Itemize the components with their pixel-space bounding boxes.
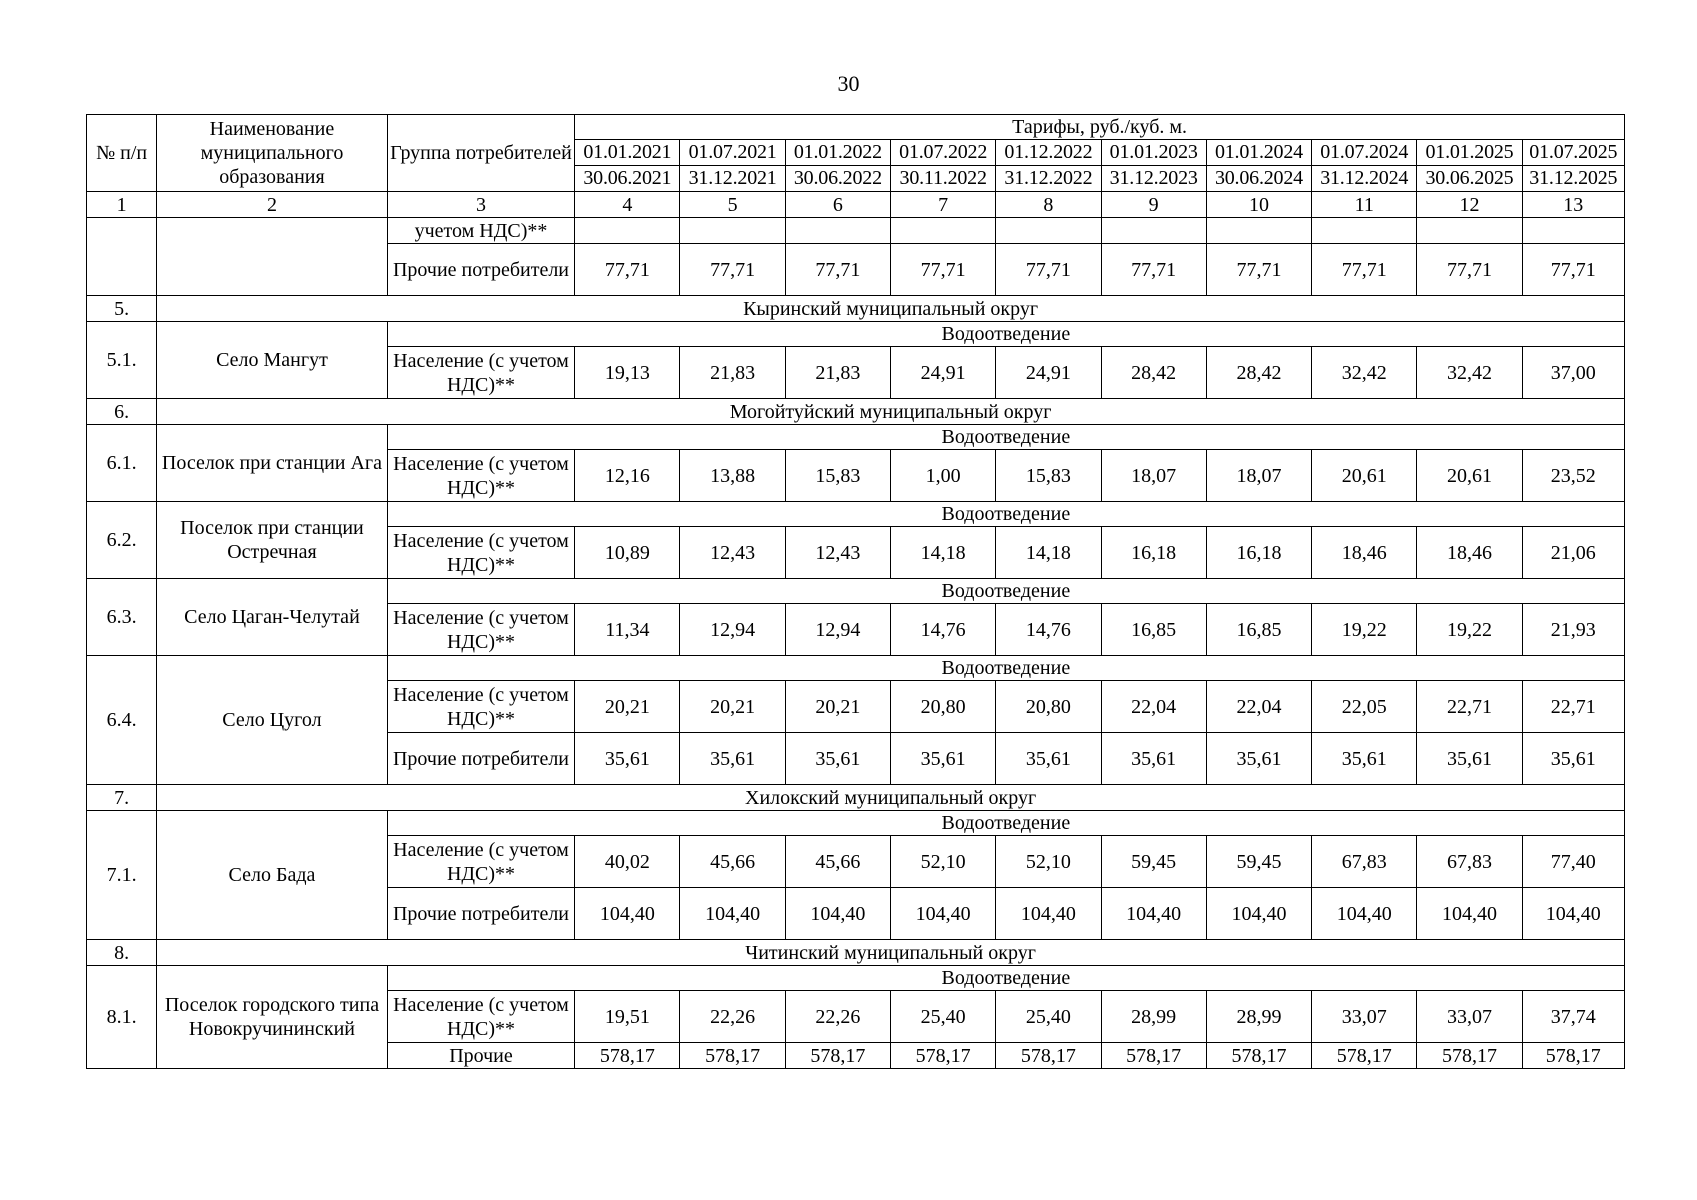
period-to: 30.06.2022 (785, 166, 890, 192)
page-number: 30 (837, 71, 860, 96)
service-label: Водоотведение (387, 322, 1624, 347)
section-title: Могойтуйский муниципальный округ (157, 399, 1625, 425)
entity-name (157, 218, 388, 296)
section-row (87, 785, 1625, 811)
consumer-group: Прочие потребители (387, 244, 574, 296)
tariff-value: 104,40 (680, 888, 785, 940)
tariff-value: 18,46 (1417, 527, 1522, 579)
section-num: 7. (87, 785, 157, 811)
column-number: 4 (575, 192, 680, 218)
service-row (87, 322, 1625, 347)
tariff-value: 35,61 (785, 733, 890, 785)
tariff-value: 35,61 (1417, 733, 1522, 785)
tariff-value: 20,80 (996, 681, 1101, 733)
tariff-value: 104,40 (1206, 888, 1311, 940)
tariff-value: 67,83 (1312, 836, 1417, 888)
tariff-value: 104,40 (1101, 888, 1206, 940)
tariff-value: 20,21 (575, 681, 680, 733)
tariff-value: 14,18 (891, 527, 996, 579)
consumer-group: Население (с учетом НДС)** (387, 836, 574, 888)
period-to: 31.12.2024 (1312, 166, 1417, 192)
section-title: Хилокский муниципальный округ (157, 785, 1625, 811)
tariff-value (891, 218, 996, 244)
entry-num: 7.1. (87, 811, 157, 940)
period-to: 30.06.2025 (1417, 166, 1522, 192)
service-row (87, 425, 1625, 450)
entry-name: Село Цаган-Челутай (157, 579, 388, 656)
tariff-value: 25,40 (996, 991, 1101, 1043)
tariff-value: 28,99 (1101, 991, 1206, 1043)
consumer-group: Население (с учетом НДС)** (387, 991, 574, 1043)
column-number: 7 (891, 192, 996, 218)
section-row (87, 399, 1625, 425)
service-row (87, 579, 1625, 604)
tariff-value: 18,07 (1206, 450, 1311, 502)
tariff-value: 22,26 (785, 991, 890, 1043)
tariff-value: 77,71 (891, 244, 996, 296)
tariff-value: 14,76 (996, 604, 1101, 656)
tariff-value: 22,04 (1206, 681, 1311, 733)
tariff-value: 16,18 (1101, 527, 1206, 579)
consumer-group: Население (с учетом НДС)** (387, 450, 574, 502)
period-from: 01.01.2022 (785, 140, 890, 166)
consumer-group: Население (с учетом НДС)** (387, 604, 574, 656)
period-to: 31.12.2022 (996, 166, 1101, 192)
tariff-value: 77,40 (1522, 836, 1624, 888)
tariff-value: 104,40 (785, 888, 890, 940)
entry-num: 8.1. (87, 966, 157, 1069)
period-from: 01.01.2024 (1206, 140, 1311, 166)
tariff-value: 16,85 (1101, 604, 1206, 656)
tariff-value: 21,83 (785, 347, 890, 399)
column-number: 10 (1206, 192, 1311, 218)
tariff-value: 20,21 (785, 681, 890, 733)
tariff-value: 104,40 (996, 888, 1101, 940)
tariff-value: 35,61 (680, 733, 785, 785)
service-label: Водоотведение (387, 425, 1624, 450)
consumer-group: Население (с учетом НДС)** (387, 681, 574, 733)
tariff-value: 578,17 (1522, 1043, 1624, 1069)
consumer-group: Население (с учетом НДС)** (387, 527, 574, 579)
tariff-value: 77,71 (996, 244, 1101, 296)
tariff-value: 33,07 (1312, 991, 1417, 1043)
entry-num: 6.4. (87, 656, 157, 785)
tariff-value (1312, 218, 1417, 244)
service-label: Водоотведение (387, 656, 1624, 681)
header-num: № п/п (87, 115, 157, 192)
tariff-value: 32,42 (1312, 347, 1417, 399)
tariff-value: 77,71 (1101, 244, 1206, 296)
service-row (87, 656, 1625, 681)
tariff-value: 14,76 (891, 604, 996, 656)
tariff-value: 35,61 (1312, 733, 1417, 785)
tariff-value: 578,17 (996, 1043, 1101, 1069)
tariff-value: 578,17 (1312, 1043, 1417, 1069)
entry-name: Село Цугол (157, 656, 388, 785)
tariff-value: 578,17 (1417, 1043, 1522, 1069)
continuation-row (87, 218, 1625, 244)
tariff-value: 37,74 (1522, 991, 1624, 1043)
period-from: 01.01.2023 (1101, 140, 1206, 166)
tariff-value: 35,61 (1206, 733, 1311, 785)
column-number: 8 (996, 192, 1101, 218)
tariff-value (575, 218, 680, 244)
entry-name: Поселок при станции Ага (157, 425, 388, 502)
tariff-value: 12,43 (785, 527, 890, 579)
period-from: 01.01.2021 (575, 140, 680, 166)
entry-name: Село Бада (157, 811, 388, 940)
tariff-value: 52,10 (996, 836, 1101, 888)
tariff-value: 21,93 (1522, 604, 1624, 656)
row-num (87, 218, 157, 296)
header-group: Группа потребителей (387, 115, 574, 192)
column-number: 2 (157, 192, 388, 218)
tariff-value: 578,17 (1206, 1043, 1311, 1069)
tariff-value: 15,83 (785, 450, 890, 502)
tariff-value: 16,85 (1206, 604, 1311, 656)
consumer-group: Прочие потребители (387, 888, 574, 940)
header-name: Наименование муниципального образования (157, 115, 388, 192)
tariff-value: 40,02 (575, 836, 680, 888)
column-number: 9 (1101, 192, 1206, 218)
tariff-value: 77,71 (1417, 244, 1522, 296)
tariff-table (86, 114, 1625, 1069)
consumer-group: Население (с учетом НДС)** (387, 347, 574, 399)
tariff-value: 24,91 (891, 347, 996, 399)
header-row-1 (87, 115, 1625, 140)
tariff-value: 37,00 (1522, 347, 1624, 399)
tariff-value: 77,71 (1312, 244, 1417, 296)
tariff-value: 28,42 (1101, 347, 1206, 399)
tariff-value: 28,99 (1206, 991, 1311, 1043)
tariff-value (996, 218, 1101, 244)
column-number: 12 (1417, 192, 1522, 218)
tariff-value: 13,88 (680, 450, 785, 502)
tariff-value (1522, 218, 1624, 244)
tariff-value: 77,71 (1206, 244, 1311, 296)
tariff-value: 22,71 (1417, 681, 1522, 733)
tariff-value: 20,61 (1312, 450, 1417, 502)
section-row (87, 940, 1625, 966)
tariff-value: 18,46 (1312, 527, 1417, 579)
period-from: 01.12.2022 (996, 140, 1101, 166)
service-label: Водоотведение (387, 966, 1624, 991)
tariff-value: 52,10 (891, 836, 996, 888)
tariff-value: 104,40 (1312, 888, 1417, 940)
tariff-value: 12,43 (680, 527, 785, 579)
tariff-value: 25,40 (891, 991, 996, 1043)
entry-num: 6.1. (87, 425, 157, 502)
tariff-value: 12,16 (575, 450, 680, 502)
tariff-value: 22,71 (1522, 681, 1624, 733)
tariff-value: 35,61 (891, 733, 996, 785)
tariff-value: 15,83 (996, 450, 1101, 502)
tariff-value (1206, 218, 1311, 244)
tariff-value: 77,71 (785, 244, 890, 296)
entry-num: 6.2. (87, 502, 157, 579)
tariff-value: 77,71 (680, 244, 785, 296)
section-num: 6. (87, 399, 157, 425)
tariff-value: 19,22 (1417, 604, 1522, 656)
period-from: 01.01.2025 (1417, 140, 1522, 166)
entry-name: Село Мангут (157, 322, 388, 399)
tariff-value: 104,40 (891, 888, 996, 940)
section-num: 8. (87, 940, 157, 966)
consumer-group: учетом НДС)** (387, 218, 574, 244)
tariff-value: 19,51 (575, 991, 680, 1043)
tariff-value: 14,18 (996, 527, 1101, 579)
tariff-value: 35,61 (996, 733, 1101, 785)
tariff-value: 22,04 (1101, 681, 1206, 733)
service-label: Водоотведение (387, 579, 1624, 604)
tariff-value: 21,06 (1522, 527, 1624, 579)
column-number: 3 (387, 192, 574, 218)
service-label: Водоотведение (387, 811, 1624, 836)
tariff-value: 578,17 (1101, 1043, 1206, 1069)
tariff-value: 67,83 (1417, 836, 1522, 888)
tariff-value: 23,52 (1522, 450, 1624, 502)
consumer-group: Прочие потребители (387, 733, 574, 785)
period-to: 30.06.2021 (575, 166, 680, 192)
period-to: 30.11.2022 (891, 166, 996, 192)
entry-name: Поселок городского типа Новокручининский (157, 966, 388, 1069)
column-number: 13 (1522, 192, 1624, 218)
tariff-value: 104,40 (1522, 888, 1624, 940)
tariff-value: 12,94 (785, 604, 890, 656)
tariff-value: 19,13 (575, 347, 680, 399)
service-row (87, 502, 1625, 527)
header-tariffs-title: Тарифы, руб./куб. м. (575, 115, 1625, 140)
tariff-value: 59,45 (1206, 836, 1311, 888)
consumer-group: Прочие (387, 1043, 574, 1069)
period-to: 31.12.2023 (1101, 166, 1206, 192)
tariff-value: 18,07 (1101, 450, 1206, 502)
tariff-value: 104,40 (1417, 888, 1522, 940)
section-title: Читинский муниципальный округ (157, 940, 1625, 966)
tariff-value: 77,71 (1522, 244, 1624, 296)
tariff-value: 578,17 (680, 1043, 785, 1069)
tariff-value: 35,61 (1522, 733, 1624, 785)
column-number: 6 (785, 192, 890, 218)
tariff-value: 45,66 (785, 836, 890, 888)
service-row (87, 966, 1625, 991)
tariff-value: 24,91 (996, 347, 1101, 399)
tariff-value: 28,42 (1206, 347, 1311, 399)
entry-name: Поселок при станции Остречная (157, 502, 388, 579)
tariff-value: 11,34 (575, 604, 680, 656)
tariff-value: 104,40 (575, 888, 680, 940)
tariff-value: 35,61 (575, 733, 680, 785)
tariff-value: 33,07 (1417, 991, 1522, 1043)
tariff-value: 32,42 (1417, 347, 1522, 399)
tariff-value: 22,26 (680, 991, 785, 1043)
section-title: Кыринский муниципальный округ (157, 296, 1625, 322)
column-number: 11 (1312, 192, 1417, 218)
tariff-value: 20,21 (680, 681, 785, 733)
column-number-row (87, 192, 1625, 218)
tariff-value: 578,17 (785, 1043, 890, 1069)
column-number: 5 (680, 192, 785, 218)
tariff-value (1101, 218, 1206, 244)
tariff-value: 12,94 (680, 604, 785, 656)
period-to: 30.06.2024 (1206, 166, 1311, 192)
entry-num: 6.3. (87, 579, 157, 656)
tariff-value: 20,80 (891, 681, 996, 733)
column-number: 1 (87, 192, 157, 218)
section-num: 5. (87, 296, 157, 322)
tariff-value: 578,17 (575, 1043, 680, 1069)
tariff-value: 16,18 (1206, 527, 1311, 579)
tariff-value: 578,17 (891, 1043, 996, 1069)
tariff-value: 22,05 (1312, 681, 1417, 733)
service-row (87, 811, 1625, 836)
tariff-value: 45,66 (680, 836, 785, 888)
period-to: 31.12.2025 (1522, 166, 1624, 192)
period-from: 01.07.2025 (1522, 140, 1624, 166)
tariff-value: 20,61 (1417, 450, 1522, 502)
tariff-value: 10,89 (575, 527, 680, 579)
period-from: 01.07.2021 (680, 140, 785, 166)
tariff-value: 77,71 (575, 244, 680, 296)
period-from: 01.07.2024 (1312, 140, 1417, 166)
section-row (87, 296, 1625, 322)
tariff-value (680, 218, 785, 244)
tariff-value: 1,00 (891, 450, 996, 502)
tariff-value: 59,45 (1101, 836, 1206, 888)
service-label: Водоотведение (387, 502, 1624, 527)
tariff-value: 21,83 (680, 347, 785, 399)
tariff-value: 35,61 (1101, 733, 1206, 785)
tariff-value: 19,22 (1312, 604, 1417, 656)
entry-num: 5.1. (87, 322, 157, 399)
period-to: 31.12.2021 (680, 166, 785, 192)
tariff-value (1417, 218, 1522, 244)
period-from: 01.07.2022 (891, 140, 996, 166)
tariff-value (785, 218, 890, 244)
